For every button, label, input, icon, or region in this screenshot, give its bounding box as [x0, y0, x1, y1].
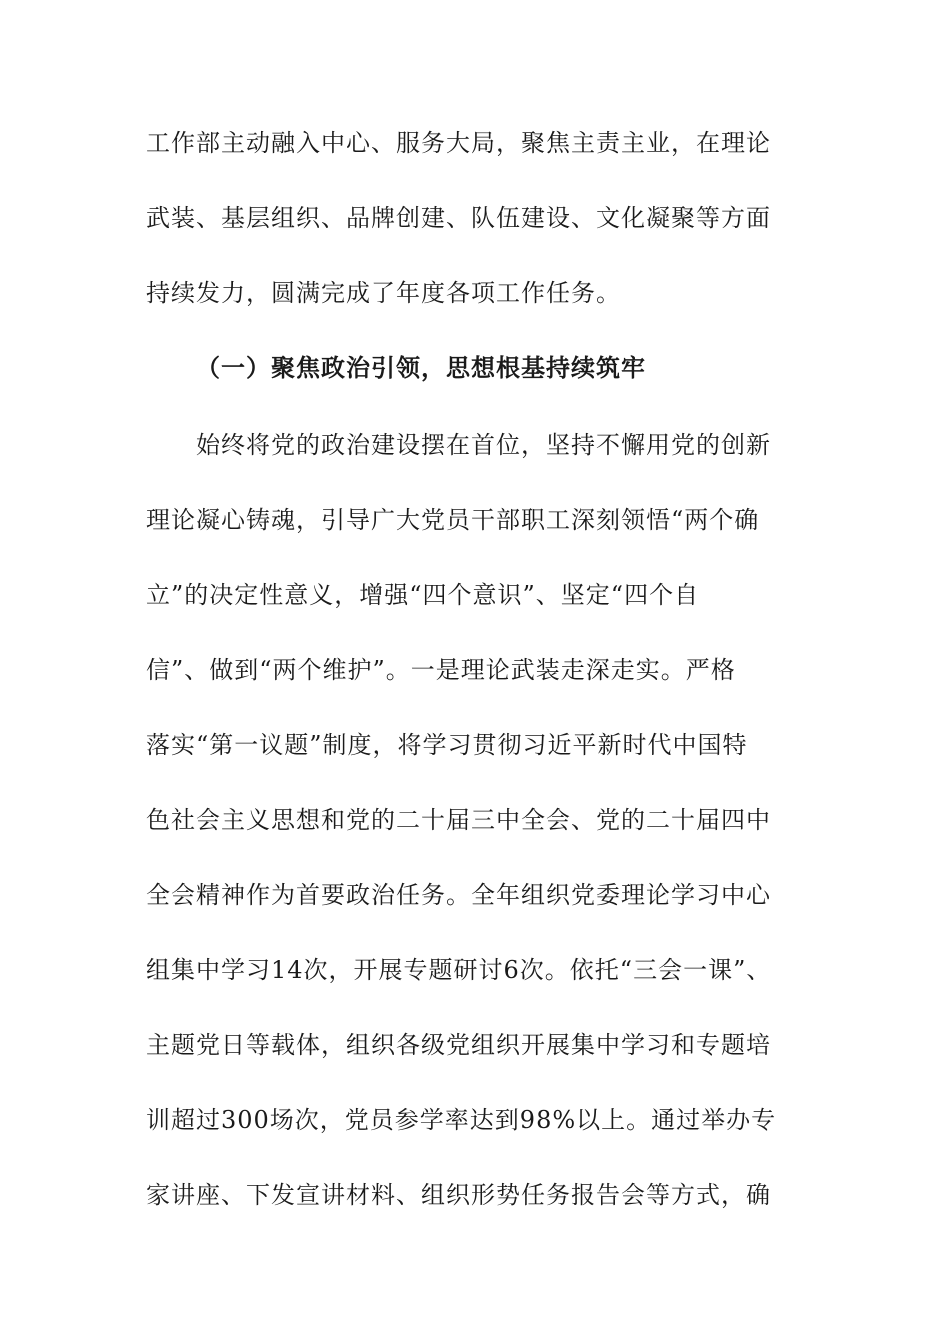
- paragraph-line: 色社会主义思想和党的二十届三中全会、党的二十届四中: [146, 806, 771, 834]
- paragraph-line: 理论凝心铸魂，引导广大党员干部职工深刻领悟“两个确: [146, 506, 760, 534]
- paragraph-line: 家讲座、下发宣讲材料、组织形势任务报告会等方式，确: [146, 1181, 771, 1209]
- paragraph-line: 信”、做到“两个维护”。一是理论武装走深走实。严格: [146, 656, 736, 684]
- paragraph-line: 立”的决定性意义，增强“四个意识”、坚定“四个自: [146, 581, 700, 609]
- section-heading: （一）聚焦政治引领，思想根基持续筑牢: [196, 353, 646, 382]
- paragraph-line: 组集中学习14次，开展专题研讨6次。依托“三会一课”、: [146, 956, 772, 984]
- paragraph-line: 工作部主动融入中心、服务大局，聚焦主责主业，在理论: [146, 129, 771, 157]
- paragraph-line: 始终将党的政治建设摆在首位，坚持不懈用党的创新: [196, 431, 771, 459]
- paragraph-line: 持续发力，圆满完成了年度各项工作任务。: [146, 279, 621, 307]
- paragraph-line: 落实“第一议题”制度，将学习贯彻习近平新时代中国特: [146, 731, 748, 759]
- paragraph-line: 全会精神作为首要政治任务。全年组织党委理论学习中心: [146, 881, 771, 909]
- paragraph-line: 武装、基层组织、品牌创建、队伍建设、文化凝聚等方面: [146, 204, 771, 232]
- paragraph-line: 训超过300场次，党员参学率达到98%以上。通过举办专: [146, 1106, 777, 1134]
- paragraph-line: 主题党日等载体，组织各级党组织开展集中学习和专题培: [146, 1031, 771, 1059]
